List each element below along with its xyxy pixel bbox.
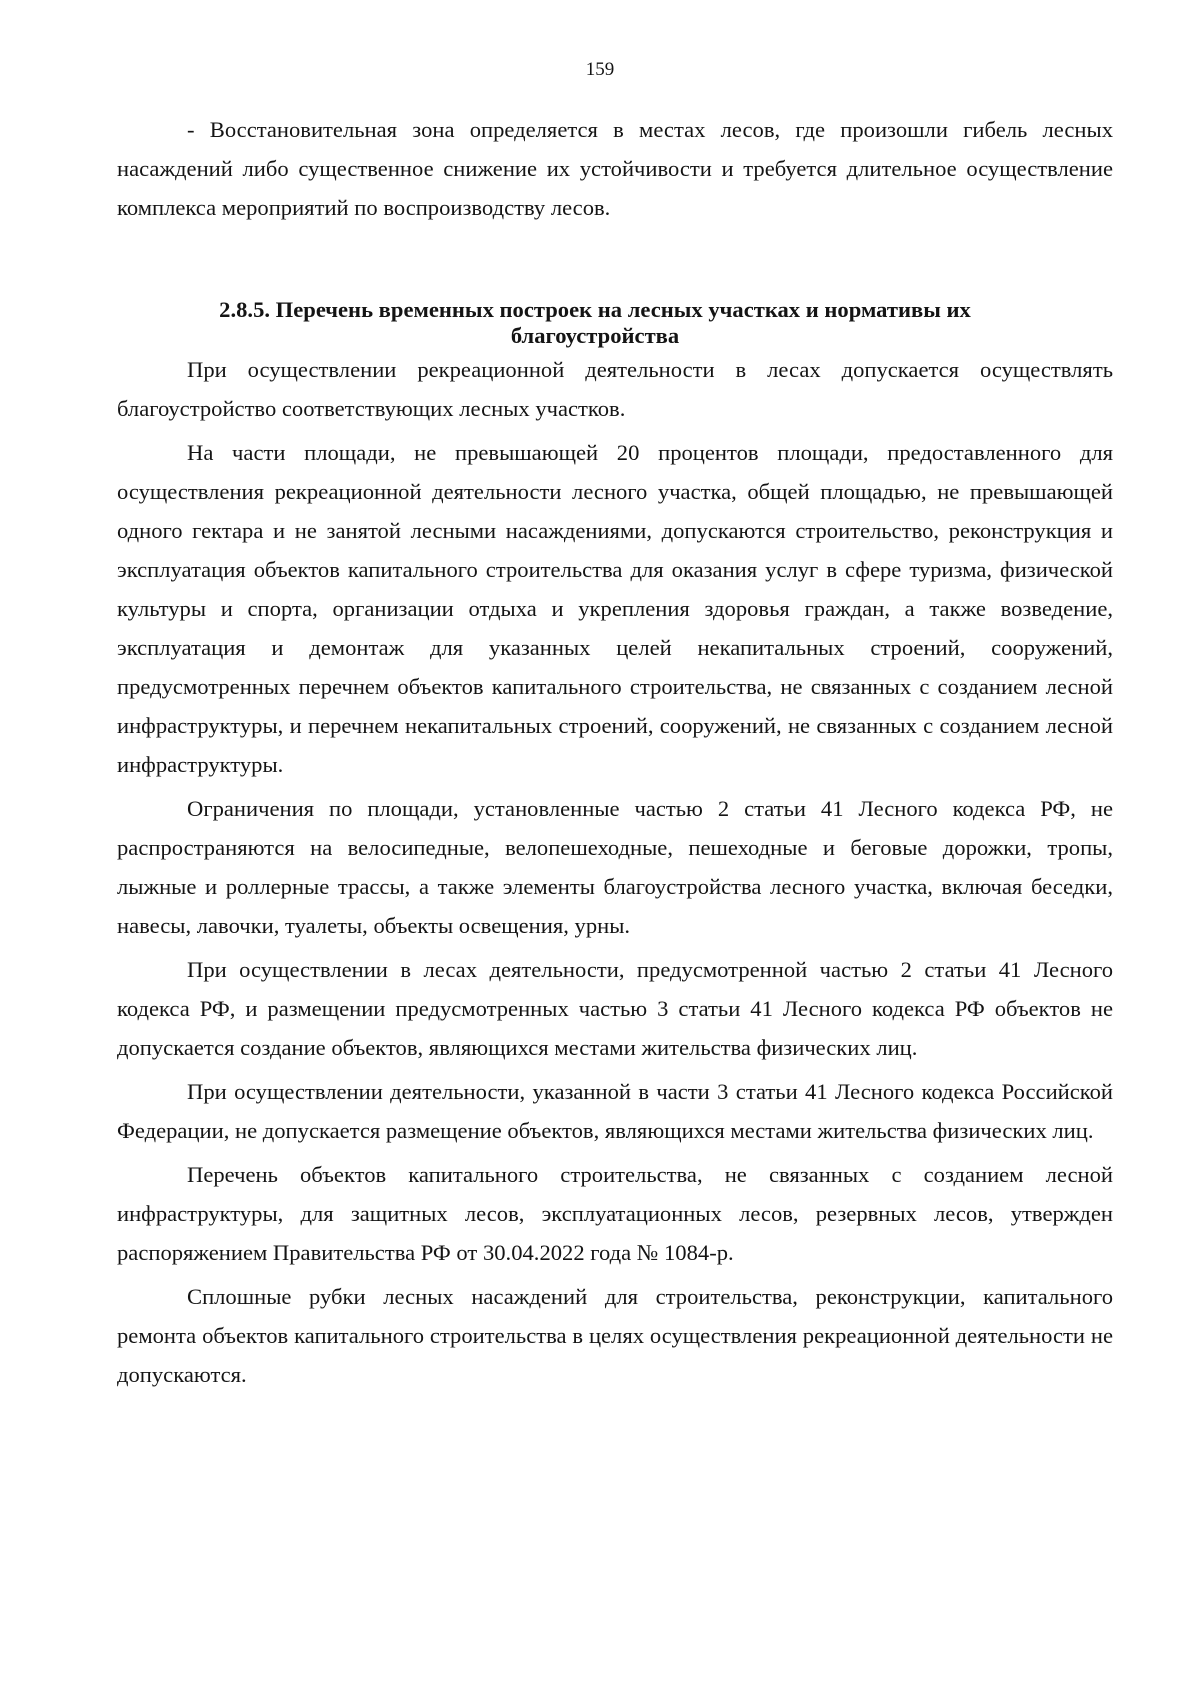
intro-paragraph: - Восстановительная зона определяется в местах лесов, где произошли гибель лесных насаждений либо существенное снижение их устойчивости и требуется длительное осуществление комплекса мероприятий по воспроизводству лесов. — [117, 117, 1113, 220]
section-paragraph: На части площади, не превышающей 20 процентов площади, предоставленного для осуществления рекреационной деятельности лесного участка, общей площадью, не превышающей одного гектара и не занятой лесными насаждениями, допускаются строительство, реконструкция и эксплуатация объектов капитального строительства для оказания услуг в сфере туризма, физической культуры и спорта, организации отдыха и укрепления здоровья граждан, а также возведение, эксплуатация и демонтаж для указанных целей некапитальных строений, сооружений, предусмотренных перечнем объектов капитального строительства, не связанных с созданием лесной инфраструктуры, и перечнем некапитальных строений, сооружений, не связанных с созданием лесной инфраструктуры. — [117, 440, 1113, 777]
section-paragraph: При осуществлении рекреационной деятельности в лесах допускается осуществлять благоустройство соответствующих лесных участков. — [117, 357, 1113, 421]
section-paragraph: Перечень объектов капитального строительства, не связанных с созданием лесной инфраструктуры, для защитных лесов, эксплуатационных лесов, резервных лесов, утвержден распоряжением Правительства РФ от 30.04.2022 года № 1084-р. — [117, 1162, 1113, 1265]
section-paragraph: При осуществлении в лесах деятельности, предусмотренной частью 2 статьи 41 Лесного кодекса РФ, и размещении предусмотренных частью 3 статьи 41 Лесного кодекса РФ объектов не допускается создание объектов, являющихся местами жительства физических лиц. — [117, 957, 1113, 1060]
section-heading: 2.8.5. Перечень временных построек на лесных участках и нормативы их благоустройства — [219, 297, 971, 348]
section-paragraph: При осуществлении деятельности, указанной в части 3 статьи 41 Лесного кодекса Российской Федерации, не допускается размещение объектов, являющихся местами жительства физических лиц. — [117, 1079, 1113, 1143]
section-paragraph: Сплошные рубки лесных насаждений для строительства, реконструкции, капитального ремонта объектов капитального строительства в целях осуществления рекреационной деятельности не допускаются. — [117, 1284, 1113, 1387]
section-paragraph: Ограничения по площади, установленные частью 2 статьи 41 Лесного кодекса РФ, не распространяются на велосипедные, велопешеходные, пешеходные и беговые дорожки, тропы, лыжные и роллерные трассы, а также элементы благоустройства лесного участка, включая беседки, навесы, лавочки, туалеты, объекты освещения, урны. — [117, 796, 1113, 938]
page-number: 159 — [585, 59, 615, 80]
page-body — [117, 110, 1113, 1394]
